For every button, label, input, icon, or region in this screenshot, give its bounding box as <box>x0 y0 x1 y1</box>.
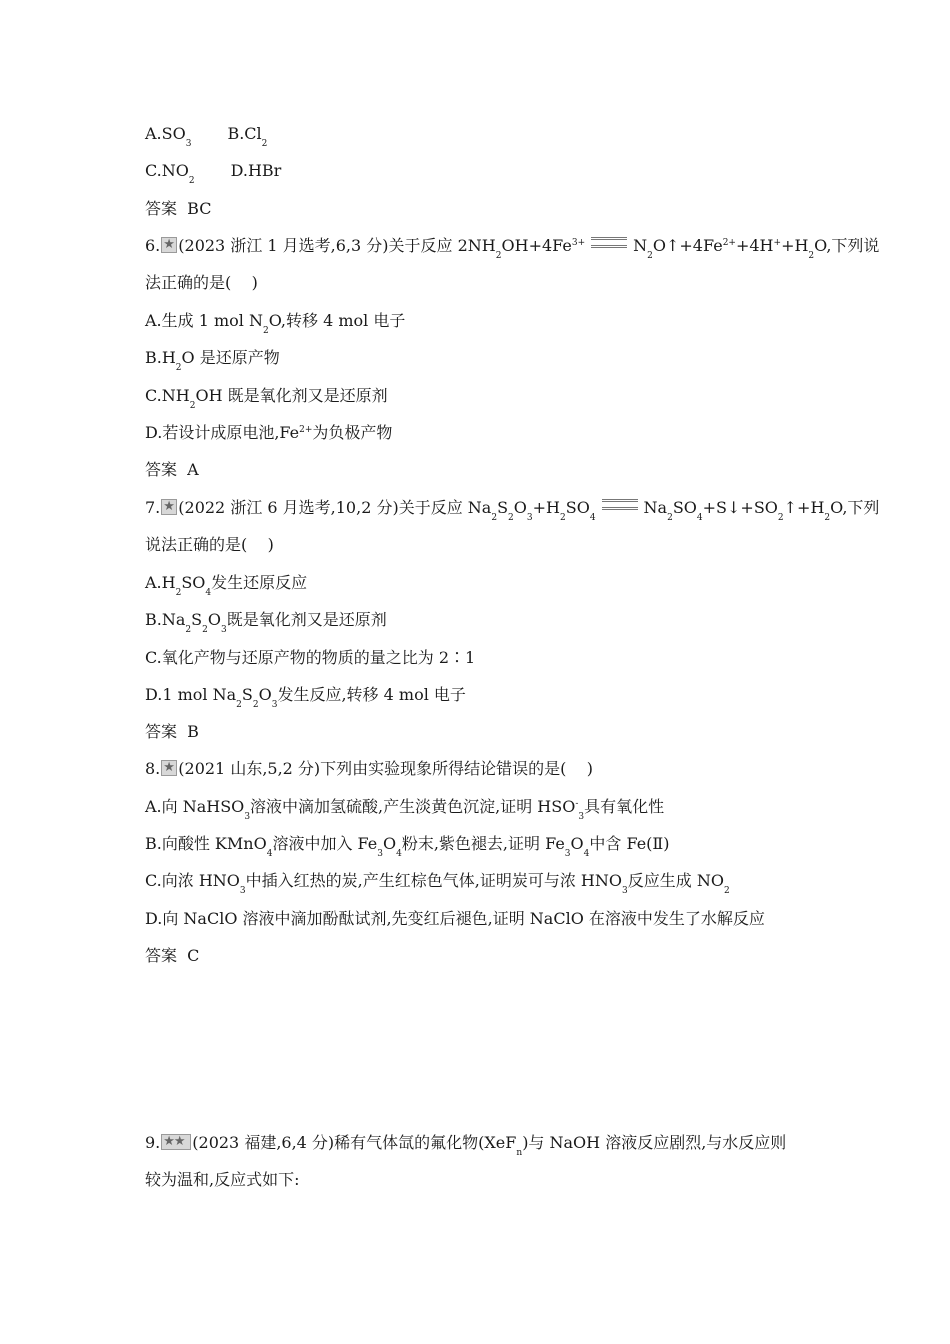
q6-answer: 答案 A <box>145 460 199 479</box>
q8-answer: 答案 C <box>145 946 200 965</box>
q6-option-c: $C.NH_2OH$ 既是氧化剂又是还原剂 <box>145 386 388 411</box>
q8-option-a: A.向 NaHSO$_3$溶液中滴加氢硫酸,产生淡黄色沉淀,证明 $HSO^-_3$具有氧化性 <box>145 797 665 822</box>
q9-stem: 9.★★ (2023 福建,6,4 分)稀有气体氙的氟化物(XeF$_n$)与 NaOH 溶液反应剧烈,与水反应则 <box>145 1133 786 1155</box>
q7-stem: 7.★ (2022 浙江 6 月选考,10,2 分)关于反应 $Na_2S_2O_3+H_2SO_4Na_2SO_4+S↓+SO_2↑+H_2O$,下列 <box>145 498 879 520</box>
q8-option-d: D.向 NaClO 溶液中滴加酚酞试剂,先变红后褪色,证明 NaClO 在溶液中发生了水解反应 <box>145 909 765 928</box>
q5-options-row-1: $A.SO_3B.Cl_2$ <box>145 124 268 149</box>
q6-option-d: D.若设计成原电池$,Fe^{2+}$为负极产物 <box>145 423 393 442</box>
option-b: B.Cl <box>227 124 262 143</box>
q6-stem: 6.★ (2023 浙江 1 月选考,6,3 分)关于反应 $2NH_2OH+4Fe^{3+}$ $N_2O↑+4Fe^{2+}+4H^++H_2O$,下列说 <box>145 236 879 258</box>
q7-answer: 答案 B <box>145 722 199 741</box>
q6-option-b: $B.H_2O$ 是还原产物 <box>145 348 280 373</box>
q8-option-b: B.向酸性 KMnO$_4$溶液中加入 $Fe_3O_4$粉末,紫色褪去,证明 $Fe_3O_4$中含 Fe(Ⅱ) <box>145 834 670 859</box>
q7-option-c: C.氧化产物与还原产物的物质的量之比为 2∶1 <box>145 648 476 667</box>
q5-options-row-2: $C.NO_2D.HBr$ <box>145 161 282 186</box>
q7-stem-continued: 说法正确的是( ) <box>145 535 274 554</box>
option-c: C.NO <box>145 161 189 180</box>
difficulty-star-icon <box>161 760 177 776</box>
q9-stem-continued: 较为温和,反应式如下: <box>145 1170 300 1189</box>
option-a: A.SO <box>145 124 186 143</box>
q8-option-c: C.向浓 $HNO_3$中插入红热的炭,产生红棕色气体,证明炭可与浓 $HNO_3$反应生成 $NO_2$ <box>145 871 730 896</box>
q8-stem: 8.★ (2021 山东,5,2 分)下列由实验现象所得结论错误的是( ) <box>145 759 593 781</box>
reaction-equals-sign-icon <box>591 237 627 248</box>
q7-option-d: D.1 mol $Na_2S_2O_3$发生反应,转移 4 mol 电子 <box>145 685 466 710</box>
q7-option-b: $B.Na_2S_2O_3$既是氧化剂又是还原剂 <box>145 610 387 635</box>
q5-answer: 答案 BC <box>145 199 212 218</box>
difficulty-star-icon <box>161 237 177 253</box>
option-d: D.HBr <box>230 161 282 180</box>
reaction-equals-sign-icon <box>602 499 638 510</box>
q6-option-a: A.生成 1 mol $N_2O$,转移 4 mol 电子 <box>145 311 406 336</box>
q6-stem-continued: 法正确的是( ) <box>145 273 258 292</box>
difficulty-star-icon <box>161 499 177 515</box>
q7-option-a: $A.H_2SO_4$发生还原反应 <box>145 573 308 598</box>
difficulty-two-stars-icon <box>161 1134 191 1150</box>
